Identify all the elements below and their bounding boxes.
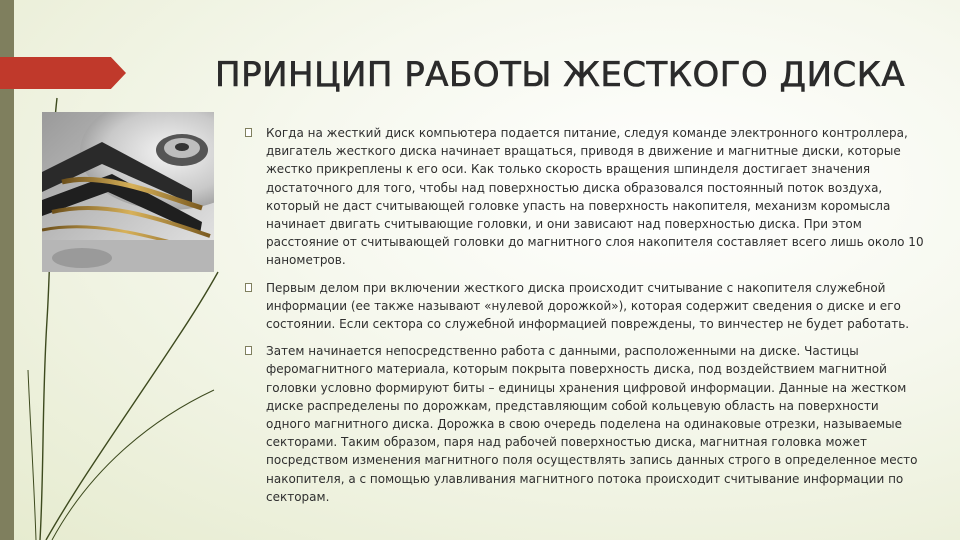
bullet-square-icon: [245, 283, 252, 292]
bullet-square-icon: [245, 128, 252, 137]
bullet-list: [244, 124, 924, 515]
slide-title: ПРИНЦИП РАБОТЫ ЖЕСТКОГО ДИСКА: [215, 55, 906, 95]
bullet-square-icon: [245, 346, 252, 355]
hard-drive-photo: [42, 112, 214, 272]
title-arrow-ribbon: [0, 57, 126, 89]
bullet-item: [244, 279, 924, 334]
bullet-item: [244, 342, 924, 506]
bullet-text: Первым делом при включении жесткого диска происходит считывание с накопителя служебной информации (ее также называют «нулевой дорожкой»), которая содержит сведения о диске и его состоянии. Если сектора со служебной информацией повреждены, то винчестер не будет работать.: [266, 280, 910, 332]
bullet-item: [244, 124, 924, 270]
bullet-text: Когда на жесткий диск компьютера подается питание, следуя команде электронного контроллера, двигатель жесткого диска начинает вращаться, приводя в движение и магнитные диски, которые жестко прикреплены к его оси. Как только скорость вращения шпинделя достигает значения достаточного для того, чтобы над поверхностью диска образовался постоянный поток воздуха, который не даст считывающей головке упасть на поверхность накопителя, механизм коромысла начинает двигать считывающие головки, и они зависают над поверхностью диска. При этом расстояние от считывающей головки до магнитного слоя накопителя составляет всего лишь около 10 нанометров.: [266, 126, 924, 268]
hard-drive-illustration: [42, 112, 214, 272]
bullet-text: Затем начинается непосредственно работа с данными, расположенными на диске. Частицы феромагнитного материала, которым покрыта поверхность диска, под воздействием магнитной головки условно формируют биты – единицы хранения цифровой информации. Данные на жестком диске распределены по дорожкам, представляющим собой кольцевую область на поверхности одного магнитного диска. Дорожка в свою очередь поделена на одинаковые отрезки, называемые секторами. Таким образом, паря над рабочей поверхностью диска, магнитная головка может посредством изменения магнитного поля осуществлять запись данных строго в определенное место накопителя, а с помощью улавливания магнитного потока происходит считывание информации по секторам.: [266, 344, 918, 504]
